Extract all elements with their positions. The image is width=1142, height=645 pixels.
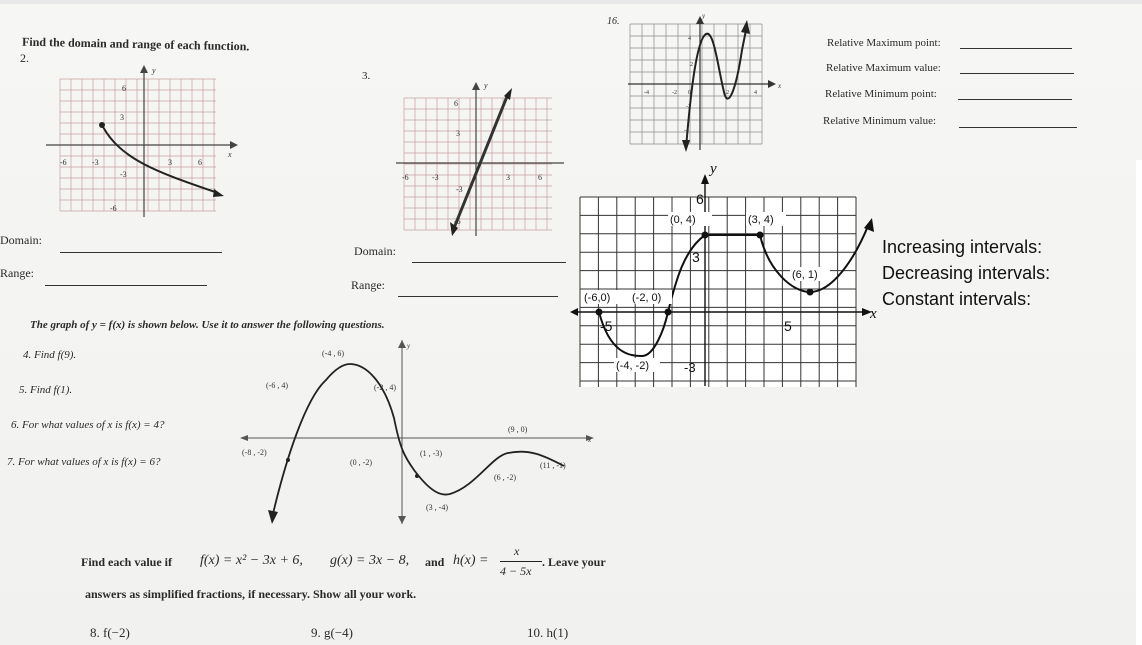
problem-3-range-blank [398,296,558,297]
worksheet-title: Find the domain and range of each function. [21,34,250,54]
rel-min-value-blank [959,127,1077,128]
rel-max-value-label: Relative Maximum value: [826,62,941,74]
problem-3-domain-label: Domain: [354,244,396,258]
problem-3-tick-neg3y: -3 [456,185,463,194]
problem-3-number: 3. [362,70,371,82]
piecewise-y-tick-neg3: -3 [684,360,696,375]
decreasing-intervals-label: Decreasing intervals: [882,263,1051,283]
problem-2-tick-neg6: -6 [60,158,67,167]
h-numerator: x [514,544,520,558]
label-6-1: (6, 1) [792,269,818,281]
problem-3-tick-neg3: -3 [432,173,439,182]
rel-max-point-label: Relative Maximum point: [827,37,941,49]
problem-2-tick-6x: 6 [198,158,202,167]
fx-point-neg8-neg2 [286,458,290,462]
question-9: 9. g(−4) [311,625,353,640]
problem-2-tick-neg6y: -6 [110,204,117,213]
rel-max-value-blank [960,73,1074,74]
problem-2-endpoint [99,122,105,128]
f-definition: f(x) = x² − 3x + 6, [200,553,303,568]
problem-2-curve-arrow [213,189,224,197]
problem-16-arrow-up [741,20,750,34]
problem-3-tick-3x: 3 [506,173,510,182]
problem-16-tick-neg4: -4 [644,90,649,96]
h-denominator: 4 − 5x [500,564,532,578]
fx-label-9-0: (9 , 0) [508,425,528,434]
point-3-4 [757,232,764,239]
problem-16-tick-2: 2 [690,62,693,68]
problem-16-tick-neg2y: -2 [686,104,691,110]
problem-16-tick-neg2: -2 [672,90,677,96]
problem-3-range-label: Range: [351,278,385,292]
increasing-intervals-label: Increasing intervals: [882,237,1043,257]
label-neg6-0: (-6,0) [584,292,611,304]
fx-curve [272,364,564,518]
piecewise-x-arrow-left [570,308,578,316]
problem-2-number: 2. [20,51,29,65]
h-definition-lhs: h(x) = [453,553,489,568]
piecewise-y-label: y [710,161,717,177]
point-neg6-0 [596,309,603,316]
problem-16-number: 16. [607,16,620,27]
problem-2-range-label: Range: [0,266,34,280]
constant-intervals-label: Constant intervals: [882,289,1032,309]
rel-max-point-blank [960,48,1072,49]
fx-graph [236,338,606,528]
fx-label-neg4-6: (-4 , 6) [322,349,344,358]
eval-intro-end: . Leave your [542,555,606,569]
g-definition: g(x) = 3x − 8, [330,553,410,568]
problem-3-graph [396,78,566,238]
problem-3-tick-6x: 6 [538,173,542,182]
and-word: and [425,555,445,569]
question-10: 10. h(1) [527,625,569,640]
piecewise-y-tick-6: 6 [696,191,704,207]
right-margin [1136,160,1142,645]
rel-min-value-label: Relative Minimum value: [823,115,937,127]
problem-16-tick-0: 0 [688,90,691,96]
problem-2-tick-3x: 3 [168,158,172,167]
fx-label-neg6-4: (-6 , 4) [266,381,288,390]
problem-3-y-label: y [484,81,488,90]
fx-y-arrow [398,340,406,348]
problem-3-y-arrow [472,82,480,90]
fx-curve-arrow-left [268,510,278,524]
label-neg2-0: (-2, 0) [632,292,662,304]
piecewise-y-tick-3: 3 [692,249,700,265]
problem-2-x-label: x [228,150,232,159]
problem-2-y-arrow [140,65,148,73]
fx-section-intro: The graph of y = f(x) is shown below. Use it to answer the following questions. [30,319,385,331]
problem-16-x-label: x [778,82,782,90]
fx-label-0-neg2: (0 , -2) [350,458,372,467]
piecewise-x-label: x [870,306,877,322]
problem-16-y-label: y [702,12,706,20]
problem-3-tick-neg6y: -6 [454,217,461,226]
problem-16-x-arrow [768,80,776,88]
problem-3-domain-blank [412,262,566,263]
problem-2-x-arrow [230,141,238,149]
problem-16-tick-neg4y: -4 [684,128,689,134]
question-7: 7. For what values of x is f(x) = 6? [7,456,161,468]
problem-2-y-label: y [152,66,156,75]
problem-2-domain-blank [60,252,222,253]
problem-3-tick-3: 3 [456,129,460,138]
problem-16-arrow-down [682,140,690,152]
rel-min-point-label: Relative Minimum point: [825,88,937,100]
fx-x-arrow-left [240,435,248,441]
label-neg4-neg2: (-4, -2) [616,360,649,372]
fx-label-3-neg4: (3 , -4) [426,503,448,512]
piecewise-y-arrow [701,174,709,184]
problem-3-tick-neg6: -6 [402,173,409,182]
problem-3-tick-6: 6 [454,99,458,108]
top-edge [0,0,1142,4]
problem-16-tick-4x: 4 [754,90,757,96]
point-neg2-0 [665,309,672,316]
fx-label-11-neg1: (11 , -1) [540,461,566,470]
problem-2-tick-3: 3 [120,113,124,122]
h-fraction-bar [500,561,542,562]
eval-instructions: answers as simplified fractions, if necessary. Show all your work. [85,587,417,601]
fx-y-label: y [407,342,411,350]
fx-label-6-neg2: (6 , -2) [494,473,516,482]
problem-2-graph [40,65,240,225]
fx-label-1-neg3: (1 , -3) [420,449,442,458]
fx-y-arrow-down [398,516,406,524]
question-6: 6. For what values of x is f(x) = 4? [11,419,165,431]
problem-3-grid [404,98,552,230]
fx-x-label: x [588,436,592,444]
fx-label-neg2-4: (-2 , 4) [374,383,396,392]
question-5: 5. Find f(1). [19,384,73,396]
problem-16-tick-2x: 2 [726,90,729,96]
question-8: 8. f(−2) [90,625,130,640]
problem-2-tick-neg3y: -3 [120,170,127,179]
fx-point-1-neg3 [415,474,419,478]
point-6-1 [807,289,814,296]
point-0-4 [702,232,709,239]
problem-2-domain-label: Domain: [0,233,42,247]
rel-min-point-blank [958,99,1072,100]
piecewise-graph [572,160,882,392]
problem-16-tick-4: 4 [688,36,691,42]
problem-2-tick-neg3: -3 [92,158,99,167]
label-3-4: (3, 4) [748,214,774,226]
piecewise-x-tick-5: 5 [784,318,792,334]
piecewise-x-tick-neg5: -5 [600,318,613,334]
fx-label-neg8-neg2: (-8 , -2) [242,448,267,457]
problem-2-tick-6: 6 [122,84,126,93]
label-0-4: (0, 4) [670,214,696,226]
question-4: 4. Find f(9). [23,349,77,361]
problem-2-range-blank [45,285,207,286]
eval-intro: Find each value if [81,555,173,569]
problem-16-graph [628,10,798,152]
